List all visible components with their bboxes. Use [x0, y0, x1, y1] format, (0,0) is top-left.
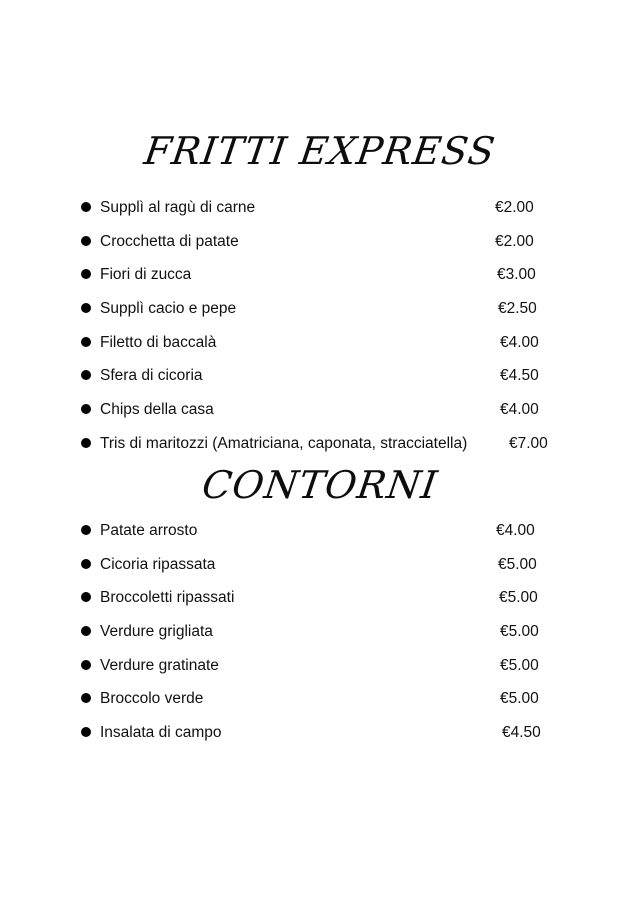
item-price: €5.00	[499, 589, 538, 607]
item-name: Fiori di zucca	[100, 266, 192, 284]
bullet-icon	[81, 303, 91, 313]
bullet-icon	[81, 337, 91, 347]
menu-item	[0, 363, 640, 397]
item-name: Cicoria ripassata	[100, 555, 216, 573]
menu-item	[0, 330, 640, 364]
bullet-icon	[81, 202, 91, 212]
item-price: €4.00	[500, 401, 539, 419]
item-name: Verdure grigliata	[100, 623, 213, 641]
item-name: Filetto di baccalà	[100, 333, 217, 351]
item-price: €7.00	[509, 434, 548, 452]
item-price: €3.00	[497, 266, 536, 284]
bullet-icon	[81, 404, 91, 414]
menu-list-contorni	[0, 518, 640, 754]
menu-item	[0, 518, 640, 552]
menu-item	[0, 262, 640, 296]
item-price: €5.00	[498, 555, 537, 573]
item-name: Sfera di cicoria	[100, 367, 203, 385]
item-price: €4.00	[500, 333, 539, 351]
menu-item	[0, 720, 640, 754]
item-name: Supplì cacio e pepe	[100, 300, 237, 318]
menu-item	[0, 195, 640, 229]
item-name: Supplì al ragù di carne	[100, 199, 256, 216]
bullet-icon	[81, 370, 91, 380]
item-price: €5.00	[500, 623, 539, 641]
item-price: €2.50	[498, 300, 537, 318]
bullet-icon	[81, 626, 91, 636]
bullet-icon	[81, 592, 91, 602]
menu-item	[0, 686, 640, 720]
item-price: €5.00	[500, 690, 539, 708]
menu-item	[0, 552, 640, 586]
menu-item	[0, 619, 640, 653]
item-price: €2.00	[495, 232, 534, 250]
item-price: €5.00	[500, 656, 539, 674]
bullet-icon	[81, 525, 91, 535]
menu-item	[0, 229, 640, 263]
item-name: Insalata di campo	[100, 724, 222, 742]
item-price: €4.50	[500, 367, 539, 385]
bullet-icon	[81, 438, 91, 448]
item-price: €4.50	[502, 724, 541, 742]
bullet-icon	[81, 559, 91, 569]
menu-item	[0, 585, 640, 619]
menu-list-fritti-express	[0, 195, 640, 465]
item-name: Verdure gratinate	[100, 656, 219, 674]
menu-item	[0, 653, 640, 687]
bullet-icon	[81, 727, 91, 737]
bullet-icon	[81, 660, 91, 670]
item-price: €2.00	[495, 199, 534, 216]
item-name: Broccoletti ripassati	[100, 589, 235, 607]
item-price: €4.00	[496, 522, 535, 539]
bullet-icon	[81, 693, 91, 703]
section-title-fritti-express: FRITTI EXPRESS	[141, 129, 499, 173]
item-name: Patate arrosto	[100, 522, 198, 539]
bullet-icon	[81, 269, 91, 279]
bullet-icon	[81, 236, 91, 246]
menu-item	[0, 431, 640, 465]
item-name: Chips della casa	[100, 401, 214, 419]
item-name: Broccolo verde	[100, 690, 204, 708]
item-name: Crocchetta di patate	[100, 232, 239, 250]
menu-item	[0, 296, 640, 330]
menu-item	[0, 397, 640, 431]
section-title-contorni: CONTORNI	[199, 463, 441, 507]
item-name: Tris di maritozzi (Amatriciana, caponata, stracciatella)	[100, 434, 468, 452]
